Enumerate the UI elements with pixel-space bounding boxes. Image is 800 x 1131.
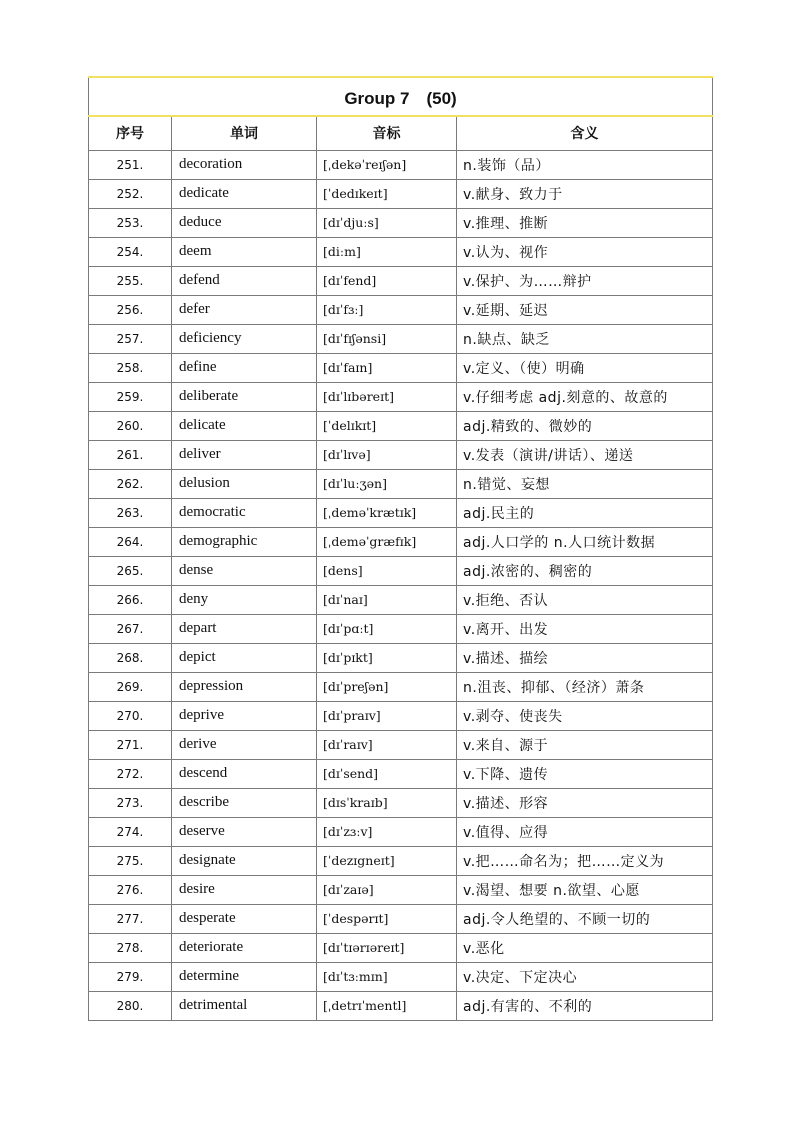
table-row [89,991,713,1020]
row-meaning: v.把……命名为；把……定义为 [457,846,713,875]
row-meaning: v.来自、源于 [457,730,713,759]
header-meaning: 含义 [457,116,713,150]
table-row [89,875,713,904]
row-number: 252. [89,179,172,208]
row-word: descend [172,759,317,788]
row-phonetic: [dɪˈzaɪə] [317,875,457,904]
row-word: define [172,353,317,382]
row-number: 273. [89,788,172,817]
row-meaning: n.错觉、妄想 [457,469,713,498]
row-meaning: n.沮丧、抑郁、（经济）萧条 [457,672,713,701]
table-row [89,585,713,614]
row-number: 272. [89,759,172,788]
title-row [89,77,713,116]
table-row [89,788,713,817]
row-meaning: v.剥夺、使丧失 [457,701,713,730]
row-number: 255. [89,266,172,295]
row-meaning: adj.民主的 [457,498,713,527]
row-phonetic: [dɪˈfɜː] [317,295,457,324]
row-meaning: adj.浓密的、稠密的 [457,556,713,585]
row-phonetic: [dɪˈtɪərɪəreɪt] [317,933,457,962]
group-title: Group 7 (50) [89,77,713,116]
row-phonetic: [dens] [317,556,457,585]
table-row [89,527,713,556]
row-phonetic: [dɪˈpɪkt] [317,643,457,672]
row-meaning: v.恶化 [457,933,713,962]
table-row [89,266,713,295]
table-row [89,962,713,991]
row-number: 276. [89,875,172,904]
row-number: 269. [89,672,172,701]
row-phonetic: [ˈdedɪkeɪt] [317,179,457,208]
row-phonetic: [dɪˈfend] [317,266,457,295]
row-word: desperate [172,904,317,933]
row-word: deduce [172,208,317,237]
row-number: 268. [89,643,172,672]
table-row [89,556,713,585]
table-row [89,759,713,788]
row-number: 280. [89,991,172,1020]
table-row [89,295,713,324]
row-meaning: v.渴望、想要 n.欲望、心愿 [457,875,713,904]
row-phonetic: [diːm] [317,237,457,266]
table-row [89,904,713,933]
row-meaning: v.描述、描绘 [457,643,713,672]
row-number: 274. [89,817,172,846]
row-number: 261. [89,440,172,469]
row-meaning: v.定义、（使）明确 [457,353,713,382]
table-row [89,411,713,440]
row-phonetic: [ˈdespərɪt] [317,904,457,933]
row-word: determine [172,962,317,991]
row-word: deteriorate [172,933,317,962]
row-meaning: v.发表（演讲/讲话）、递送 [457,440,713,469]
row-word: defer [172,295,317,324]
row-number: 264. [89,527,172,556]
row-number: 266. [89,585,172,614]
row-phonetic: [dɪˈpɑːt] [317,614,457,643]
table-row [89,614,713,643]
row-phonetic: [dɪˈdjuːs] [317,208,457,237]
row-number: 256. [89,295,172,324]
table-row [89,730,713,759]
table-row [89,817,713,846]
table-row [89,324,713,353]
table-row [89,353,713,382]
row-number: 278. [89,933,172,962]
row-number: 259. [89,382,172,411]
row-word: dedicate [172,179,317,208]
row-word: deem [172,237,317,266]
row-phonetic: [ˌdeməˈkrætɪk] [317,498,457,527]
row-number: 265. [89,556,172,585]
row-word: deliberate [172,382,317,411]
row-number: 254. [89,237,172,266]
row-word: desire [172,875,317,904]
row-meaning: v.献身、致力于 [457,179,713,208]
row-phonetic: [ˌdekəˈreɪʃən] [317,150,457,179]
row-word: designate [172,846,317,875]
row-meaning: v.推理、推断 [457,208,713,237]
header-row [89,116,713,150]
row-word: deprive [172,701,317,730]
row-meaning: n.装饰（品） [457,150,713,179]
row-phonetic: [dɪˈtɜːmɪn] [317,962,457,991]
row-phonetic: [dɪˈfɪʃənsi] [317,324,457,353]
row-meaning: v.认为、视作 [457,237,713,266]
row-word: deserve [172,817,317,846]
row-phonetic: [dɪˈfaɪn] [317,353,457,382]
row-word: democratic [172,498,317,527]
row-meaning: adj.精致的、微妙的 [457,411,713,440]
row-phonetic: [ˌdeməˈgræfɪk] [317,527,457,556]
header-number: 序号 [89,116,172,150]
row-meaning: v.离开、出发 [457,614,713,643]
header-word: 单词 [172,116,317,150]
vocab-table [88,76,713,1021]
row-meaning: adj.令人绝望的、不顾一切的 [457,904,713,933]
row-number: 257. [89,324,172,353]
row-number: 260. [89,411,172,440]
row-number: 277. [89,904,172,933]
table-row [89,701,713,730]
row-word: deny [172,585,317,614]
row-word: deficiency [172,324,317,353]
row-word: delicate [172,411,317,440]
row-phonetic: [dɪˈlɪbəreɪt] [317,382,457,411]
row-number: 262. [89,469,172,498]
row-phonetic: [dɪˈpraɪv] [317,701,457,730]
table-row [89,208,713,237]
row-meaning: adj.有害的、不利的 [457,991,713,1020]
row-word: demographic [172,527,317,556]
row-meaning: v.决定、下定决心 [457,962,713,991]
row-meaning: v.下降、遗传 [457,759,713,788]
row-phonetic: [dɪˈsend] [317,759,457,788]
table-row [89,846,713,875]
row-word: depart [172,614,317,643]
row-meaning: v.拒绝、否认 [457,585,713,614]
row-meaning: v.值得、应得 [457,817,713,846]
row-phonetic: [dɪˈpreʃən] [317,672,457,701]
row-word: defend [172,266,317,295]
table-row [89,672,713,701]
row-word: deliver [172,440,317,469]
row-word: delusion [172,469,317,498]
row-meaning: v.描述、形容 [457,788,713,817]
header-phonetic: 音标 [317,116,457,150]
row-phonetic: [dɪˈluːʒən] [317,469,457,498]
row-word: decoration [172,150,317,179]
row-number: 271. [89,730,172,759]
table-row [89,498,713,527]
row-phonetic: [ˈdelɪkɪt] [317,411,457,440]
row-number: 270. [89,701,172,730]
row-number: 251. [89,150,172,179]
row-word: dense [172,556,317,585]
table-row [89,150,713,179]
row-word: describe [172,788,317,817]
row-phonetic: [dɪˈlɪvə] [317,440,457,469]
row-word: depict [172,643,317,672]
row-meaning: n.缺点、缺乏 [457,324,713,353]
row-meaning: adj.人口学的 n.人口统计数据 [457,527,713,556]
row-number: 279. [89,962,172,991]
row-phonetic: [dɪˈzɜːv] [317,817,457,846]
row-meaning: v.保护、为……辩护 [457,266,713,295]
row-phonetic: [dɪˈraɪv] [317,730,457,759]
row-number: 275. [89,846,172,875]
row-phonetic: [ˈdezɪgneɪt] [317,846,457,875]
row-word: detrimental [172,991,317,1020]
table-row [89,382,713,411]
vocab-table-body [89,77,713,1020]
row-word: depression [172,672,317,701]
row-number: 263. [89,498,172,527]
row-phonetic: [dɪˈnaɪ] [317,585,457,614]
table-row [89,643,713,672]
table-row [89,933,713,962]
row-number: 267. [89,614,172,643]
row-phonetic: [dɪsˈkraɪb] [317,788,457,817]
table-row [89,469,713,498]
row-meaning: v.仔细考虑 adj.刻意的、故意的 [457,382,713,411]
row-number: 253. [89,208,172,237]
row-word: derive [172,730,317,759]
row-number: 258. [89,353,172,382]
table-row [89,179,713,208]
table-row [89,237,713,266]
table-row [89,440,713,469]
row-meaning: v.延期、延迟 [457,295,713,324]
row-phonetic: [ˌdetrɪˈmentl] [317,991,457,1020]
